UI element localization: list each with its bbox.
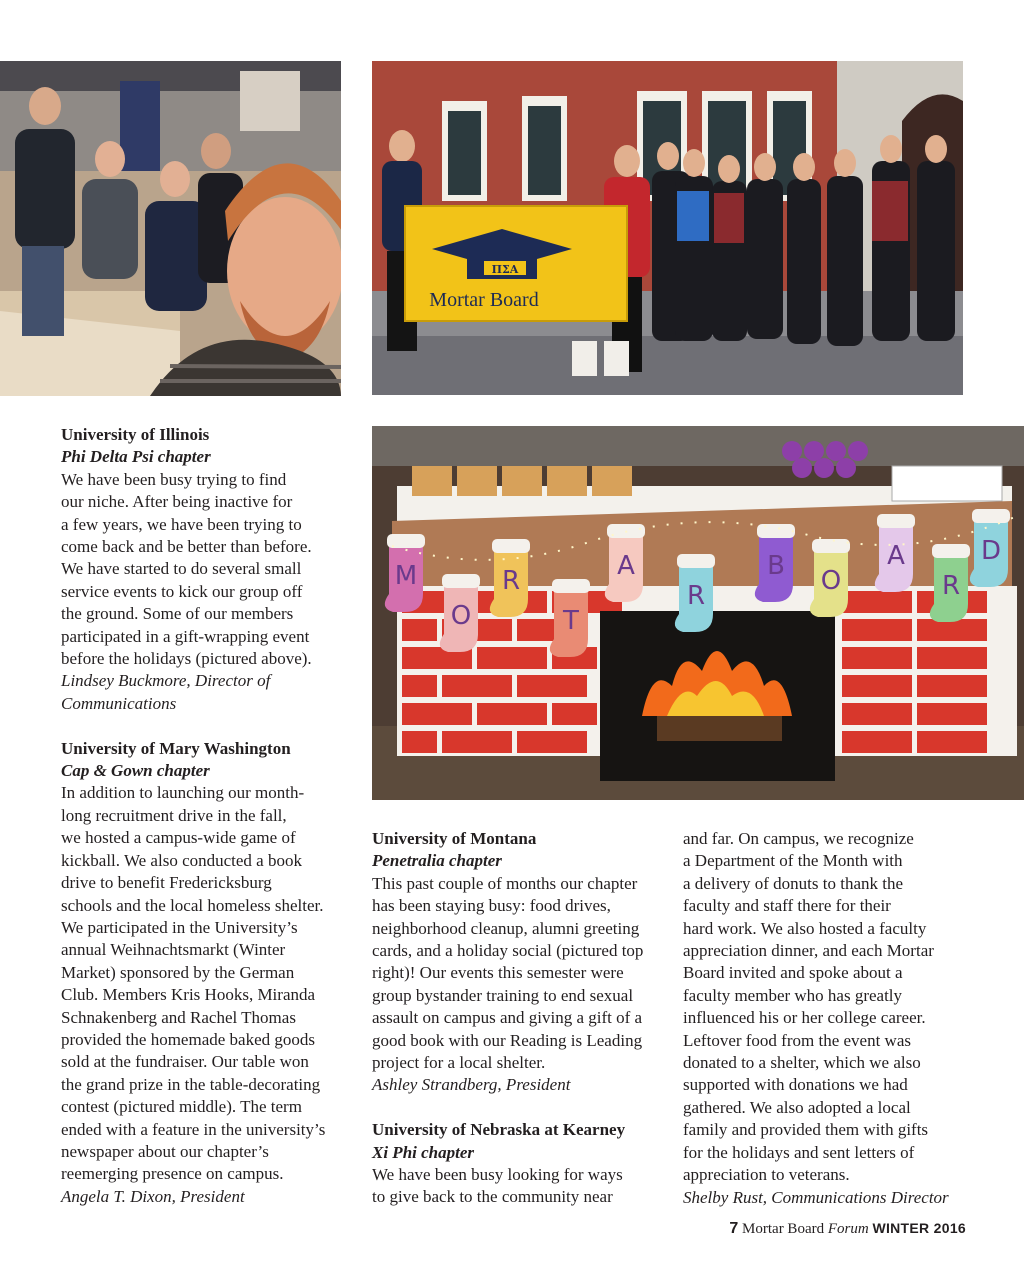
stocking-9	[875, 514, 915, 592]
school-name-mary-washington: University of Mary Washington	[61, 738, 291, 758]
column-right	[683, 828, 983, 1209]
stocking-4	[550, 579, 590, 657]
stocking-letter: T	[563, 606, 579, 636]
stocking-letter: A	[617, 551, 635, 581]
page-number: 7	[729, 1220, 739, 1237]
column-left	[61, 424, 361, 1208]
fireplace-table-photo	[372, 426, 1024, 800]
signature-mary-washington: Angela T. Dixon, President	[61, 1186, 245, 1206]
publication-forum: Forum	[827, 1221, 869, 1237]
stocking-8	[810, 539, 850, 617]
stocking-letter: A	[887, 541, 905, 571]
signature-illinois: Lindsey Buckmore, Director of Communications	[61, 671, 271, 713]
school-name-illinois: University of Illinois	[61, 425, 210, 444]
stocking-7	[755, 524, 795, 602]
selfie-photo	[0, 61, 341, 396]
article-body-montana: This past couple of months our chapter has been staying busy: food drives, neighborhood cleanup, alumni greeting cards, and a holiday social (pictured top right)! Our events this semester were group bystander training to end sexual assault on campus and giving a gift of a good book with our Reading is Leading project for a local shelter.	[372, 873, 644, 1073]
stocking-letter: B	[767, 551, 785, 581]
stocking-letter: O	[820, 566, 842, 596]
chapter-name-illinois: Phi Delta Psi chapter	[61, 447, 211, 467]
stocking-1	[385, 534, 425, 612]
publication-name: Mortar Board	[742, 1221, 825, 1237]
selfie-illustration	[0, 61, 341, 396]
article-body-nebraska-part1: We have been busy looking for ways to give back to the community near	[372, 1165, 623, 1207]
fireplace-illustration	[372, 426, 1024, 800]
banner-mortar-board-text: Mortar Board	[429, 289, 539, 311]
chapter-name-nebraska: Xi Phi chapter	[372, 1142, 475, 1162]
article-body-illinois: We have been busy trying to find our niche. After being inactive for a few years, we have been trying to come back and be better than before. We have started to do several small service events to kick our group off the ground. Some of our members participated in a gift-wrapping event before the holidays (pictured above).	[61, 469, 312, 669]
stocking-letter: M	[394, 561, 418, 591]
stocking-letter: R	[941, 571, 961, 601]
stocking-letter: R	[501, 566, 521, 596]
school-name-nebraska: University of Nebraska at Kearney	[372, 1120, 626, 1140]
school-name-montana: University of Montana	[372, 829, 537, 848]
group-illustration	[372, 61, 963, 395]
issue-label: WINTER 2016	[872, 1220, 966, 1236]
chapter-name-mary-washington: Cap & Gown chapter	[61, 761, 210, 781]
signature-nebraska: Shelby Rust, Communications Director	[683, 1187, 949, 1207]
column-middle	[372, 828, 662, 1209]
stocking-5	[605, 524, 645, 602]
stocking-letter: R	[686, 581, 706, 611]
article-body-mary-washington: In addition to launching our month- long recruitment drive in the fall, we hosted a campus-wide game of kickball. We also conducted a book drive to benefit Fredericksburg schools and the local homeless shelter. We participated in the University’s annual Weihnachtsmarkt (Winter Market) sponsored by the German Club. Members Kris Hooks, Miranda Schnakenberg and Rachel Thomas provided the homemade baked goods sold at the fundraiser. Our table won the grand prize in the table-decorating contest (pictured middle). The term ended with a feature in the university’s newspaper about our chapter’s reemerging presence on campus.	[61, 783, 326, 1184]
stocking-2	[440, 574, 480, 652]
page-footer	[729, 1220, 966, 1238]
signature-montana: Ashley Strandberg, President	[372, 1075, 571, 1095]
chapter-name-montana: Penetralia chapter	[372, 851, 502, 871]
stocking-letter: O	[450, 601, 472, 631]
stocking-11	[970, 509, 1010, 587]
stocking-3	[490, 539, 530, 617]
stocking-10	[930, 544, 970, 622]
banner-greek-letters: ΠΣΑ	[491, 263, 519, 276]
stocking-6	[675, 554, 715, 632]
group-banner-photo	[372, 61, 963, 395]
stocking-letter: D	[980, 536, 1002, 566]
article-body-nebraska-part2: and far. On campus, we recognize a Department of the Month with a delivery of donuts to thank the faculty and staff there for their hard work. We also hosted a faculty appreciation dinner, and each Mortar Board invited and spoke about a faculty member who has greatly influenced his or her college career. Leftover food from the event was donated to a shelter, which we also supported with donations we had gathered. We also adopted a local family and provided them with gifts for the holidays and sent letters of appreciation to veterans.	[683, 829, 934, 1185]
